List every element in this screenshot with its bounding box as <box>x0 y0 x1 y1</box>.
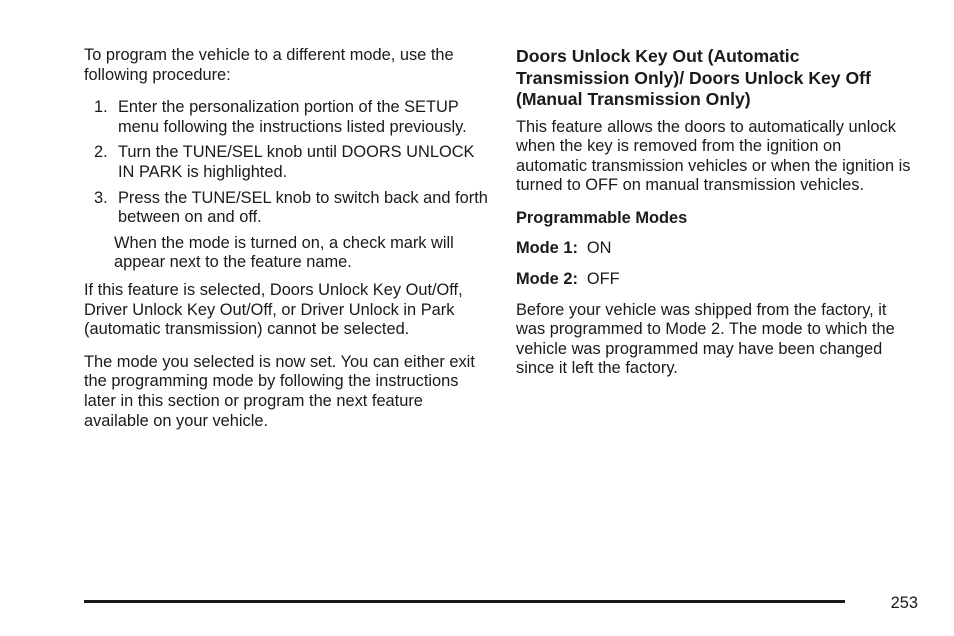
selection-paragraph: If this feature is selected, Doors Unlock Key Out/Off, Driver Unlock Key Out/Off, or Driver Unlock in Park (automatic transmission) cannot be selected. <box>84 280 463 339</box>
page-number: 253 <box>890 594 918 612</box>
mode-value: OFF <box>586 270 620 289</box>
step-text: Enter the personalization portion of the SETUP menu following the instructions listed previously. <box>118 98 467 136</box>
step-item <box>84 143 490 182</box>
step-item <box>84 98 490 137</box>
modes-heading: Programmable Modes <box>516 208 688 227</box>
mode-label: Mode 1: <box>516 239 578 258</box>
step-text: Press the TUNE/SEL knob to switch back and forth between on and off. <box>118 188 488 227</box>
step-number: 3. <box>94 188 108 207</box>
section-heading: Doors Unlock Key Out (Automatic Transmission Only)/ Doors Unlock Key Off (Manual Transmission Only) <box>516 46 871 109</box>
step-number: 1. <box>94 98 108 117</box>
footer-rule <box>84 600 845 603</box>
step-text: Turn the TUNE/SEL knob until DOORS UNLOCK IN PARK is highlighted. <box>118 143 475 181</box>
step-item <box>84 189 490 228</box>
factory-paragraph: Before your vehicle was shipped from the factory, it was programmed to Mode 2. The mode to which the vehicle was programmed may have been changed since it left the factory. <box>516 300 895 378</box>
step-note: When the mode is turned on, a check mark will appear next to the feature name. <box>114 233 454 272</box>
mode-value: ON <box>586 239 612 258</box>
mode-row <box>516 270 916 290</box>
step-number: 2. <box>94 143 108 162</box>
intro-text: To program the vehicle to a different mode, use the following procedure: <box>84 46 454 84</box>
mode-row <box>516 239 916 259</box>
left-column <box>84 46 490 444</box>
feature-description: This feature allows the doors to automatically unlock when the key is removed from the ignition on automatic transmission vehicles or when the ignition is turned to OFF on manual transmission vehicles. <box>516 117 911 195</box>
mode-label: Mode 2: <box>516 270 578 289</box>
right-column <box>516 46 916 392</box>
procedure-steps <box>84 98 490 228</box>
mode-set-paragraph: The mode you selected is now set. You can either exit the programming mode by following the instructions later in this section or program the next feature available on your vehicle. <box>84 352 475 430</box>
